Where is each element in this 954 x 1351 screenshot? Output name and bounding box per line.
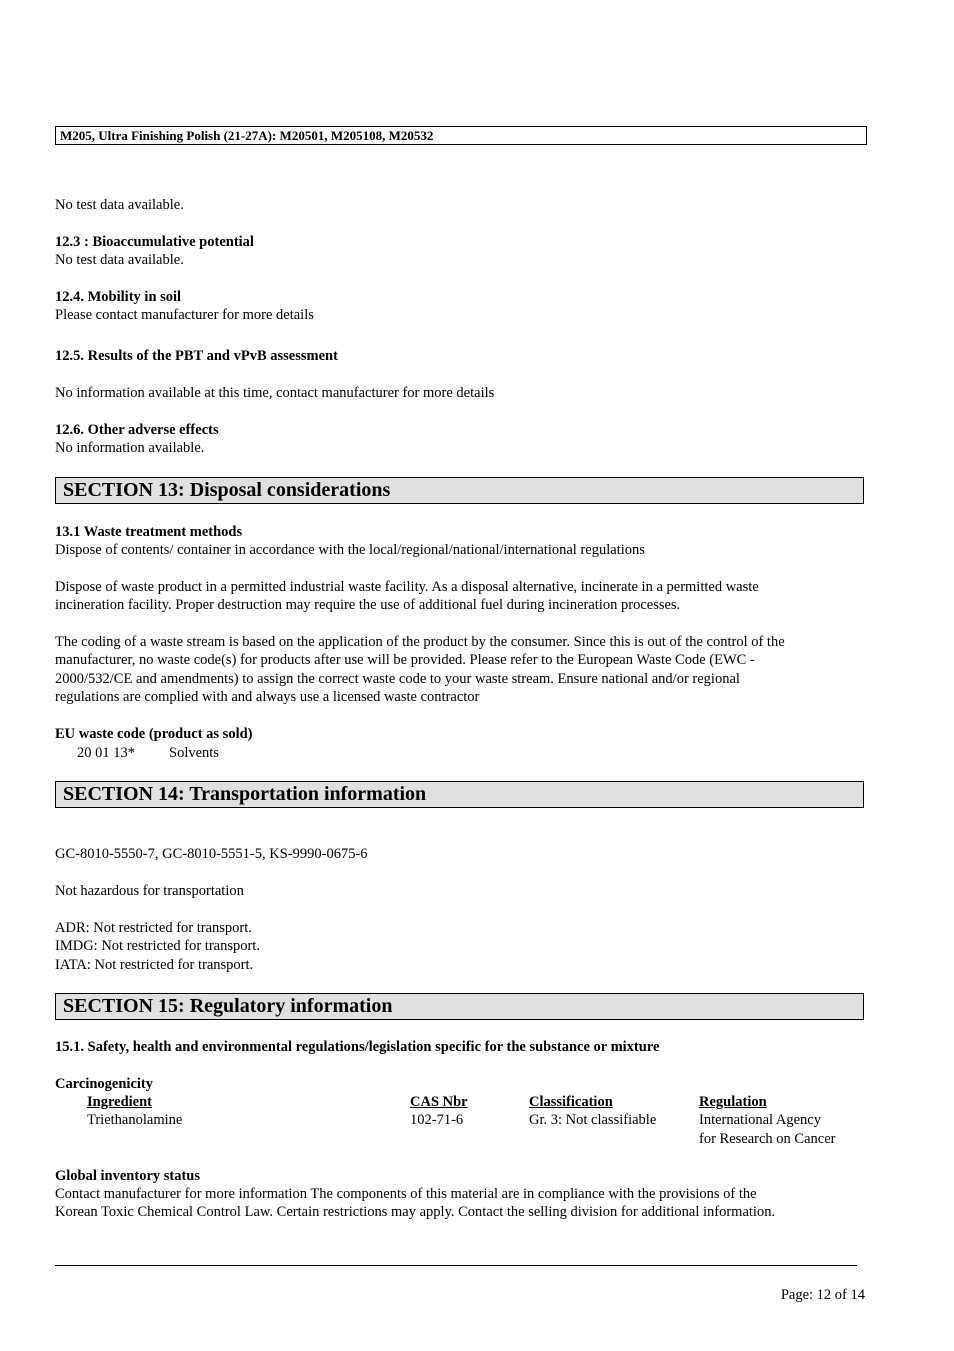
section-15-title: SECTION 15: Regulatory information: [55, 993, 864, 1020]
eu-waste-code-description: Solvents: [169, 745, 219, 761]
heading-13-1: 13.1 Waste treatment methods: [55, 524, 243, 540]
imdg-text: IMDG: Not restricted for transport.: [55, 938, 260, 954]
page-number: Page: 12 of 14: [780, 1287, 865, 1303]
heading-12-4: 12.4. Mobility in soil: [55, 289, 182, 305]
table-cell-regulation-cont: for Research on Cancer: [699, 1131, 836, 1147]
heading-carcinogenicity: Carcinogenicity: [55, 1076, 153, 1092]
iata-text: IATA: Not restricted for transport.: [55, 957, 254, 973]
paragraph-13-1: Dispose of contents/ container in accordance with the local/regional/national/international regulations: [55, 542, 645, 558]
table-cell-regulation: International Agency: [699, 1112, 821, 1128]
paragraph-12-4: Please contact manufacturer for more details: [55, 307, 314, 323]
heading-12-5: 12.5. Results of the PBT and vPvB assessment: [55, 348, 338, 364]
not-hazardous-text: Not hazardous for transportation: [55, 883, 244, 899]
table-cell-cas-nbr: 102-71-6: [410, 1112, 464, 1128]
paragraph-inventory-line-1: Contact manufacturer for more information The components of this material are in compliance with the provisions of the: [55, 1186, 757, 1202]
adr-text: ADR: Not restricted for transport.: [55, 920, 252, 936]
paragraph-coding-line-2: manufacturer, no waste code(s) for products after use will be provided. Please refer to the European Waste Code (EWC -: [55, 652, 755, 668]
footer-divider: [55, 1265, 857, 1266]
transport-codes: GC-8010-5550-7, GC-8010-5551-5, KS-9990-0675-6: [55, 846, 368, 862]
table-cell-ingredient: Triethanolamine: [87, 1112, 183, 1128]
paragraph-coding-line-1: The coding of a waste stream is based on the application of the product by the consumer. Since this is out of the control of the: [55, 634, 785, 650]
table-header-regulation: Regulation: [699, 1094, 767, 1110]
paragraph-disposal-line-2: incineration facility. Proper destruction may require the use of additional fuel during incineration processes.: [55, 597, 681, 613]
paragraph-coding-line-3: 2000/532/CE and amendments) to assign the correct waste code to your waste stream. Ensure national and/or regional: [55, 671, 740, 687]
table-header-classification: Classification: [529, 1094, 613, 1110]
section-13-title: SECTION 13: Disposal considerations: [55, 477, 864, 504]
heading-12-6: 12.6. Other adverse effects: [55, 422, 219, 438]
heading-15-1: 15.1. Safety, health and environmental regulations/legislation specific for the substance or mixture: [55, 1039, 660, 1055]
paragraph-no-test-data: No test data available.: [55, 197, 184, 213]
paragraph-inventory-line-2: Korean Toxic Chemical Control Law. Certain restrictions may apply. Contact the selling division for additional information.: [55, 1204, 776, 1220]
paragraph-12-3: No test data available.: [55, 252, 184, 268]
section-14-title: SECTION 14: Transportation information: [55, 781, 864, 808]
paragraph-disposal-line-1: Dispose of waste product in a permitted industrial waste facility. As a disposal alternative, incinerate in a permitted waste: [55, 579, 759, 595]
paragraph-coding-line-4: regulations are complied with and always use a licensed waste contractor: [55, 689, 480, 705]
table-header-ingredient: Ingredient: [87, 1094, 152, 1110]
heading-eu-waste-code: EU waste code (product as sold): [55, 726, 253, 742]
heading-12-3: 12.3 : Bioaccumulative potential: [55, 234, 254, 250]
table-cell-classification: Gr. 3: Not classifiable: [529, 1112, 657, 1128]
eu-waste-code-value: 20 01 13*: [77, 745, 135, 761]
document-header: M205, Ultra Finishing Polish (21-27A): M20501, M205108, M20532: [55, 126, 867, 145]
table-header-cas-nbr: CAS Nbr: [410, 1094, 468, 1110]
heading-global-inventory: Global inventory status: [55, 1168, 201, 1184]
paragraph-12-6: No information available.: [55, 440, 205, 456]
paragraph-12-5: No information available at this time, contact manufacturer for more details: [55, 385, 495, 401]
